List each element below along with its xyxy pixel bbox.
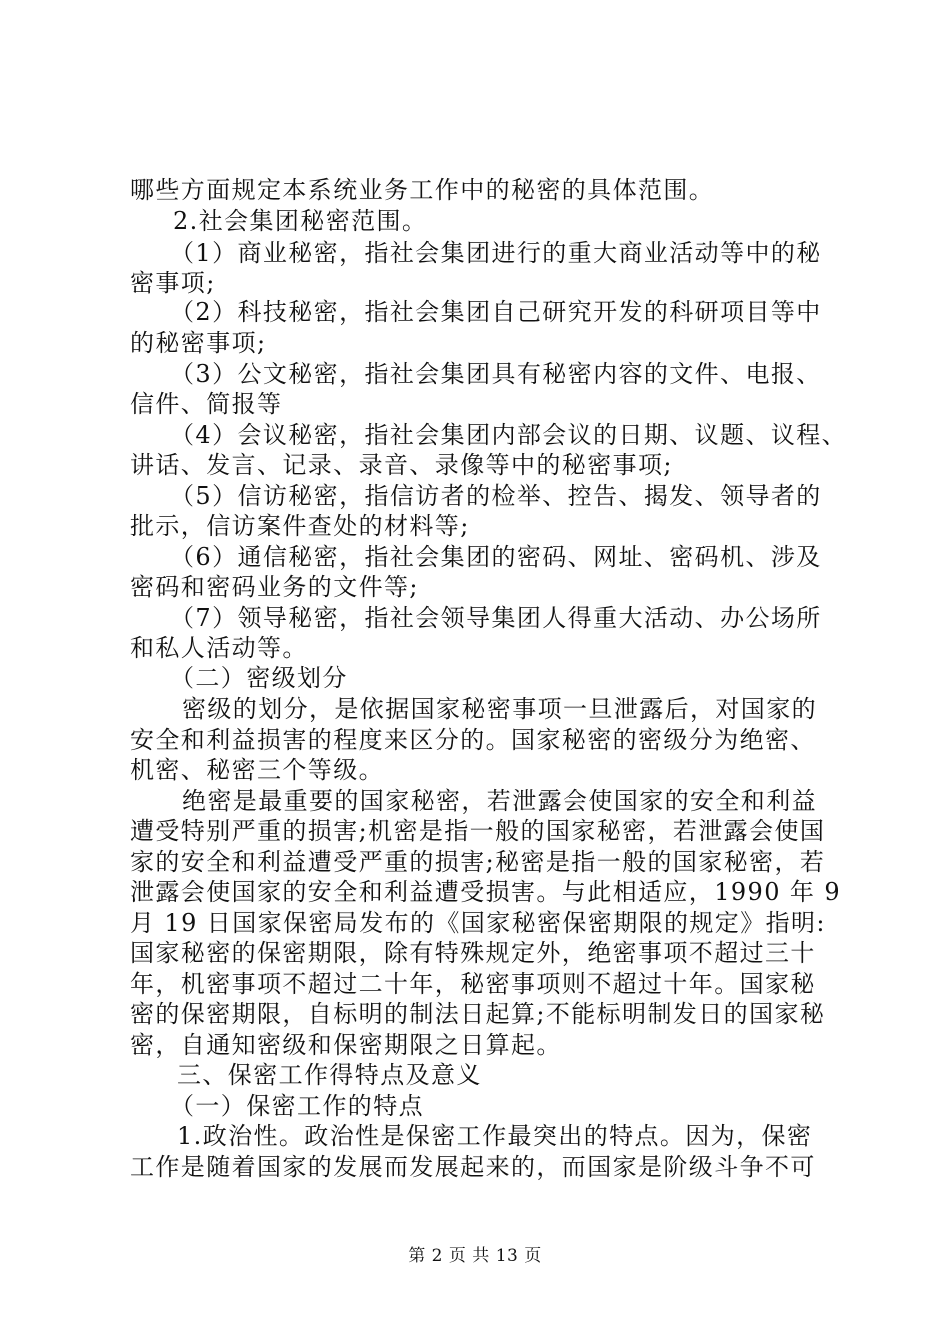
text-line: 遭受特别严重的损害;机密是指一般的国家秘密，若泄露会使国 xyxy=(130,817,826,845)
text-line: 月 19 日国家保密局发布的《国家秘密保密期限的规定》指明: xyxy=(130,909,826,937)
text-line: （6）通信秘密，指社会集团的密码、网址、密码机、涉及 xyxy=(170,543,822,571)
text-line: 密事项; xyxy=(130,269,216,297)
text-line: 机密、秘密三个等级。 xyxy=(130,756,384,784)
text-line: 和私人活动等。 xyxy=(130,634,308,662)
text-line: 1.政治性。政治性是保密工作最突出的特点。因为，保密 xyxy=(177,1122,813,1150)
text-line: （3）公文秘密，指社会集团具有秘密内容的文件、电报、 xyxy=(170,360,822,388)
text-line: 密码和密码业务的文件等; xyxy=(130,573,419,601)
text-line: 2.社会集团秘密范围。 xyxy=(173,207,428,235)
text-line: （7）领导秘密，指社会领导集团人得重大活动、办公场所 xyxy=(170,604,822,632)
text-line: 年，机密事项不超过二十年，秘密事项则不超过十年。国家秘 xyxy=(130,970,816,998)
page-number-footer: 第 2 页 共 13 页 xyxy=(408,1246,542,1266)
text-line: （4）会议秘密，指社会集团内部会议的日期、议题、议程、 xyxy=(170,421,848,449)
text-line: 密级的划分，是依据国家秘密事项一旦泄露后，对国家的 xyxy=(182,695,817,723)
text-line: 批示，信访案件查处的材料等; xyxy=(130,512,470,540)
text-line: 密，自通知密级和保密期限之日算起。 xyxy=(130,1031,562,1059)
text-line: 家的安全和利益遭受严重的损害;秘密是指一般的国家秘密，若 xyxy=(130,848,826,876)
text-line: 信件、简报等 xyxy=(130,390,283,418)
text-line: 工作是随着国家的发展而发展起来的，而国家是阶级斗争不可 xyxy=(130,1153,816,1181)
text-line: 哪些方面规定本系统业务工作中的秘密的具体范围。 xyxy=(130,176,715,204)
text-line: 讲话、发言、记录、录音、录像等中的秘密事项; xyxy=(130,451,673,479)
text-line: 泄露会使国家的安全和利益遭受损害。与此相适应，1990 年 9 xyxy=(130,878,842,906)
section-heading: （一）保密工作的特点 xyxy=(170,1092,424,1120)
section-heading: （二）密级划分 xyxy=(170,664,348,692)
text-line: 密的保密期限，自标明的制法日起算;不能标明制发日的国家秘 xyxy=(130,1000,826,1028)
text-line: 国家秘密的保密期限，除有特殊规定外，绝密事项不超过三十 xyxy=(130,939,816,967)
text-line: 的秘密事项; xyxy=(130,329,267,357)
text-line: （5）信访秘密，指信访者的检举、控告、揭发、领导者的 xyxy=(170,482,822,510)
text-line: 绝密是最重要的国家秘密，若泄露会使国家的安全和利益 xyxy=(182,787,817,815)
text-line: （1）商业秘密，指社会集团进行的重大商业活动等中的秘 xyxy=(170,239,822,267)
section-heading: 三、保密工作得特点及意义 xyxy=(177,1061,482,1089)
text-line: （2）科技秘密，指社会集团自己研究开发的科研项目等中 xyxy=(170,298,822,326)
text-line: 安全和利益损害的程度来区分的。国家秘密的密级分为绝密、 xyxy=(130,726,816,754)
